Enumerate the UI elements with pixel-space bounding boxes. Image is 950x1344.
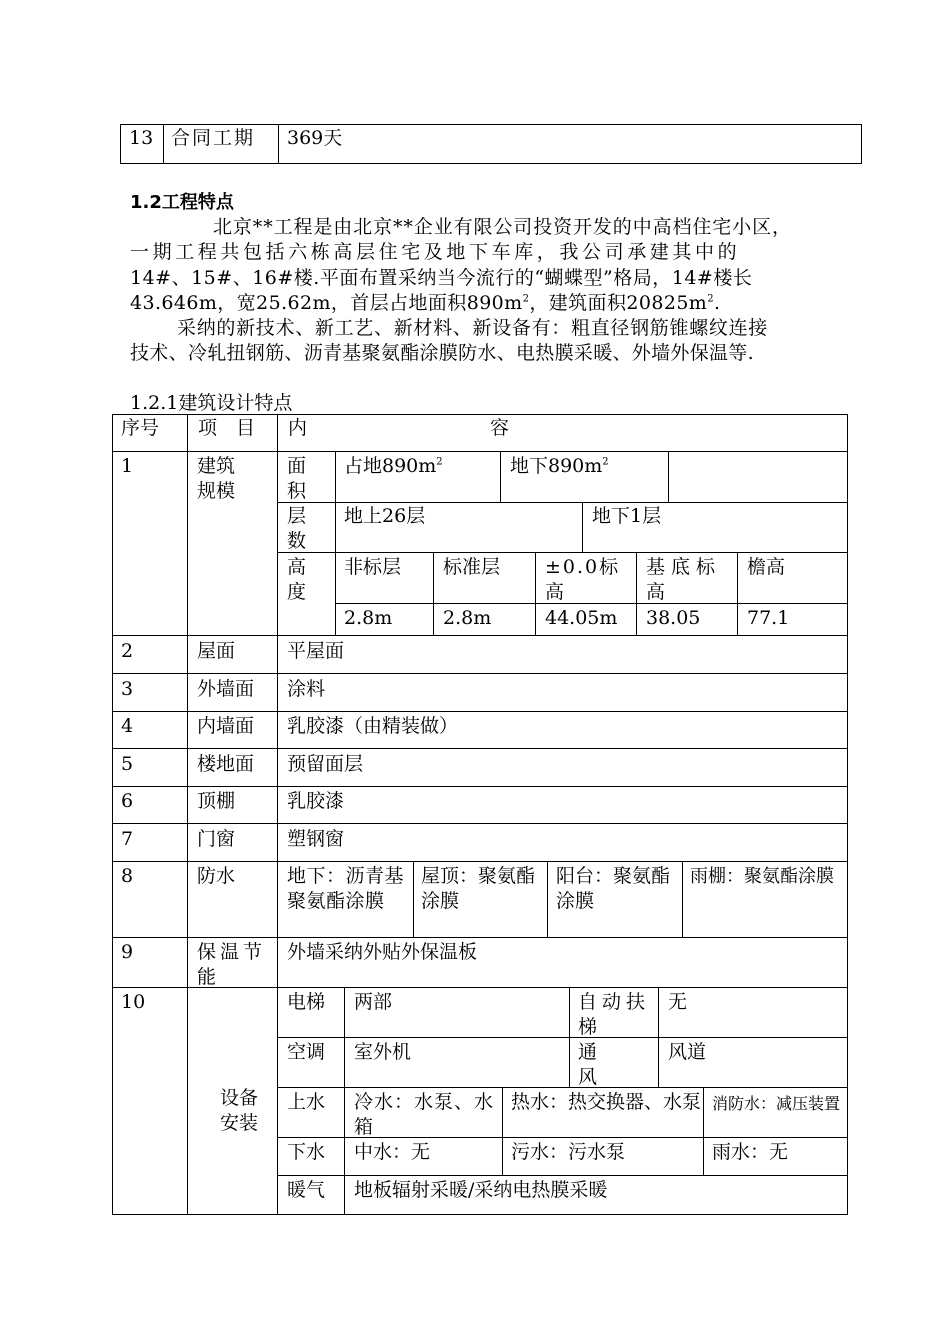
paragraph1-part-c: . — [713, 292, 721, 314]
escalator-label: 自动扶梯 — [578, 991, 651, 1038]
row1-no: 1 — [121, 455, 134, 477]
row13-value: 369天 — [287, 127, 343, 149]
heat-value: 地板辐射采暖/采纳电热膜采暖 — [354, 1179, 608, 1201]
ac-value: 室外机 — [354, 1041, 412, 1063]
height-label: 高度 — [287, 556, 307, 603]
row5-item: 楼地面 — [197, 753, 255, 775]
paragraph1-line3: 14#、15#、16#楼.平面布置采纳当今流行的“蝴蝶型”格局，14#楼长 — [130, 267, 753, 289]
height-col-zero: ±0.0标高 — [545, 556, 621, 603]
row13-no: 13 — [129, 127, 154, 149]
area-above-text: 占地890m — [344, 455, 437, 477]
paragraph1-part-a: 43.646m，宽25.62m，首层占地面积890m — [130, 292, 523, 314]
row2-item: 屋面 — [197, 640, 236, 662]
section-title: 1.2工程特点 — [130, 192, 234, 213]
superscript-2: 2 — [602, 456, 609, 468]
row8-underground: 地下：沥青基聚氨酯涂膜 — [287, 865, 405, 912]
paragraph1-line2: 一期工程共包括六栋高层住宅及地下车库，我公司承建其中的 — [130, 241, 741, 263]
elevator-label: 电梯 — [287, 991, 326, 1013]
superscript-2: 2 — [436, 456, 443, 468]
drain-rain: 雨水：无 — [712, 1141, 789, 1163]
row9-content: 外墙采纳外贴外保温板 — [287, 941, 478, 963]
superscript-2: 2 — [707, 293, 714, 305]
row5-no: 5 — [121, 753, 134, 775]
row4-no: 4 — [121, 715, 134, 737]
row6-item: 顶棚 — [197, 790, 236, 812]
row10-item: 设备安装 — [220, 1087, 259, 1134]
area-label: 面积 — [287, 455, 307, 502]
height-val-eave: 77.1 — [747, 607, 790, 629]
paragraph1-part-b: ，建筑面积20825m — [529, 292, 708, 314]
row3-item: 外墙面 — [197, 678, 255, 700]
subsection-title: 1.2.1建筑设计特点 — [130, 392, 293, 414]
row8-canopy: 雨棚：聚氨酯涂膜 — [690, 866, 834, 887]
row2-content: 平屋面 — [287, 640, 345, 662]
header-content-a: 内 — [288, 417, 308, 439]
row1-item: 建筑规模 — [197, 455, 236, 502]
paragraph2-line2: 技术、冷轧扭钢筋、沥青基聚氨酯涂膜防水、电热膜采暖、外墙外保温等. — [130, 342, 754, 364]
heat-label: 暖气 — [287, 1179, 326, 1201]
area-below-text: 地下890m — [510, 455, 603, 477]
height-col-standard: 标准层 — [443, 556, 501, 578]
floors-above: 地上26层 — [344, 505, 426, 527]
row8-roof: 屋顶：聚氨酯涂膜 — [421, 865, 536, 912]
row7-no: 7 — [121, 828, 134, 850]
row9-item: 保温节能 — [197, 941, 267, 988]
row3-no: 3 — [121, 678, 134, 700]
elevator-value: 两部 — [354, 991, 393, 1013]
ac-label: 空调 — [287, 1041, 326, 1063]
row7-content: 塑钢窗 — [287, 828, 345, 850]
row8-balcony: 阳台：聚氨酯涂膜 — [556, 865, 671, 912]
height-col-nonstandard: 非标层 — [344, 556, 402, 578]
drain-sewage: 污水：污水泵 — [511, 1141, 626, 1163]
height-val-base: 38.05 — [646, 607, 701, 629]
area-above — [344, 454, 443, 479]
height-col-eave: 檐高 — [747, 556, 786, 578]
vent-value: 风道 — [668, 1041, 707, 1063]
header-no: 序号 — [121, 417, 160, 439]
supply-label: 上水 — [287, 1091, 326, 1113]
row6-content: 乳胶漆 — [287, 790, 345, 812]
row4-content: 乳胶漆（由精装做） — [287, 715, 459, 737]
escalator-value: 无 — [668, 991, 688, 1013]
paragraph2-line1: 采纳的新技术、新工艺、新材料、新设备有：粗直径钢筋锥螺纹连接 — [177, 317, 769, 339]
row8-no: 8 — [121, 865, 134, 887]
row5-content: 预留面层 — [287, 753, 364, 775]
floors-below: 地下1层 — [592, 505, 662, 527]
superscript-2: 2 — [522, 293, 530, 305]
height-val-nonstandard: 2.8m — [344, 607, 393, 629]
drain-label: 下水 — [287, 1141, 326, 1163]
floors-label: 层数 — [287, 505, 307, 552]
row8-item: 防水 — [197, 865, 236, 887]
row9-no: 9 — [121, 941, 134, 963]
supply-fire: 消防水：减压装置 — [712, 1094, 841, 1113]
vent-label: 通风 — [578, 1041, 598, 1088]
row13-label: 合同工期 — [171, 127, 256, 149]
row2-no: 2 — [121, 640, 134, 662]
row10-no: 10 — [121, 991, 146, 1013]
header-item: 项 目 — [198, 417, 256, 439]
paragraph1-line1: 北京**工程是由北京**企业有限公司投资开发的中高档住宅小区， — [213, 216, 792, 238]
header-content-b: 容 — [490, 417, 510, 439]
height-val-zero: 44.05m — [545, 607, 618, 629]
row7-item: 门窗 — [197, 828, 236, 850]
paragraph1-line4 — [130, 291, 720, 316]
height-col-base: 基底标高 — [646, 556, 722, 603]
area-below — [510, 454, 609, 479]
drain-mid: 中水：无 — [354, 1141, 431, 1163]
row6-no: 6 — [121, 790, 134, 812]
supply-cold: 冷水：水泵、水箱 — [354, 1091, 495, 1138]
row3-content: 涂料 — [287, 678, 326, 700]
supply-hot: 热水：热交换器、水泵 — [511, 1091, 702, 1113]
height-val-standard: 2.8m — [443, 607, 492, 629]
row4-item: 内墙面 — [197, 715, 255, 737]
